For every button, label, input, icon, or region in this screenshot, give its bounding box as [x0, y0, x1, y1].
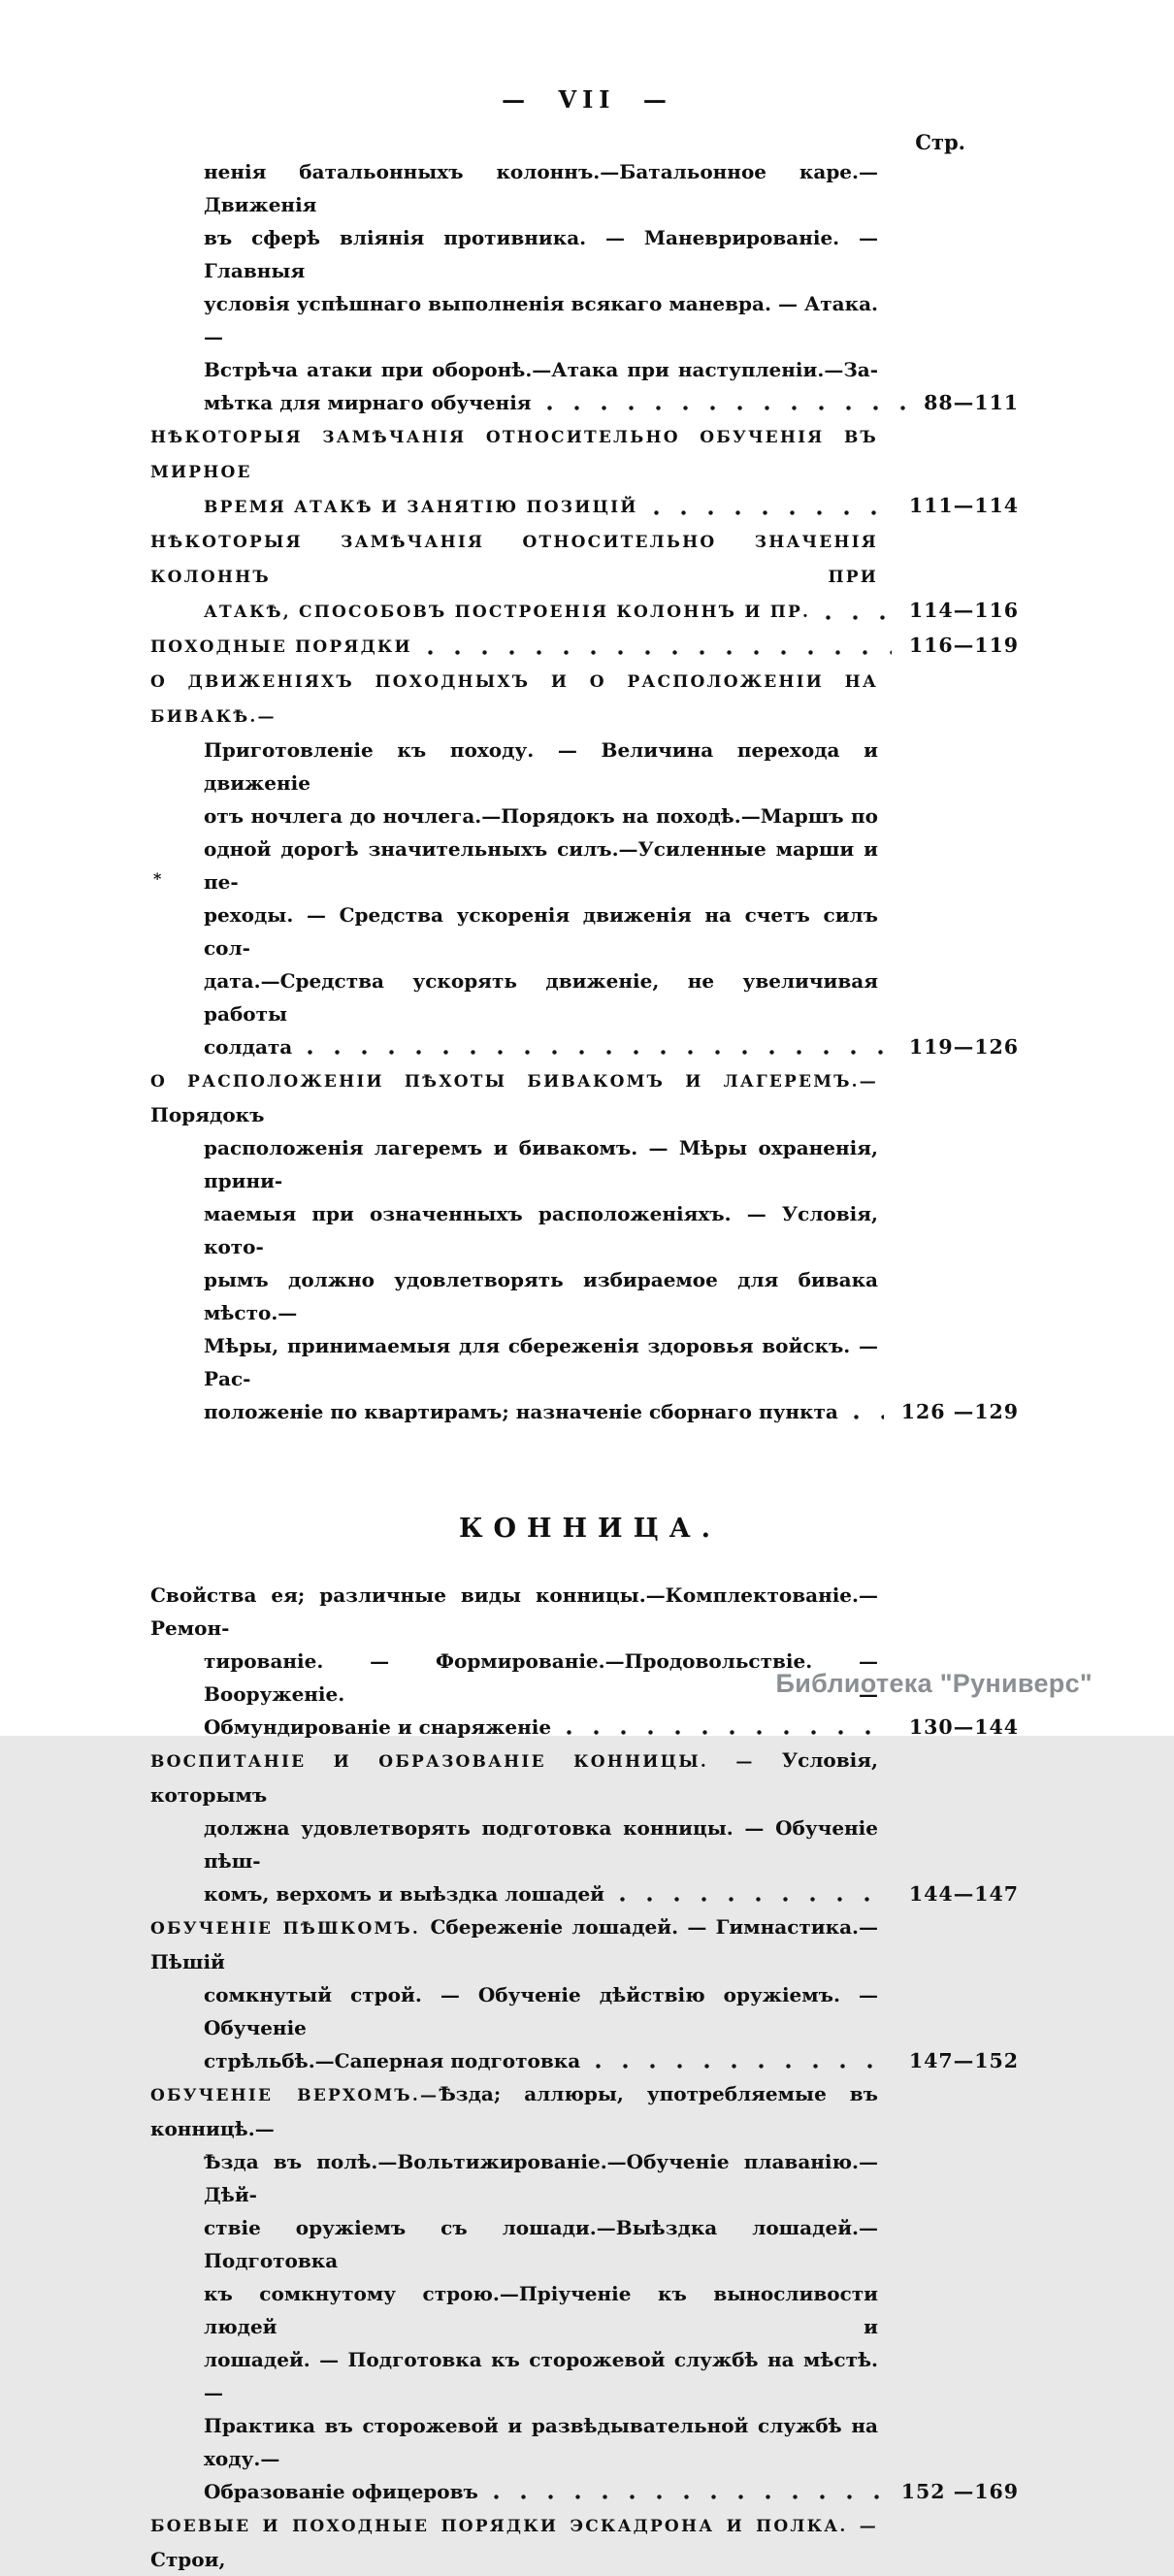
- toc-line-text: одной дорогѣ значительныхъ силъ.—Усиленные марши и пе-: [204, 837, 885, 894]
- toc-line-text: стрѣльбѣ.—Саперная подготовка: [204, 2049, 581, 2072]
- toc-line-text: ВРЕМЯ АТАКѢ И ЗАНЯТІЮ ПОЗИЦІЙ: [204, 498, 638, 517]
- toc-line-text: комъ, верхомъ и выѣздка лошадей: [204, 1882, 605, 1906]
- toc-line-text: ОБУЧЕНІЕ ВЕРХОМЪ.—Ѣзда; аллюры, употребляемые въ конницѣ.—: [150, 2082, 885, 2140]
- toc-line: [204, 1030, 1019, 1063]
- toc-line: [204, 221, 885, 287]
- dot-leader: [567, 1730, 892, 1735]
- toc-line: [150, 1579, 878, 1645]
- toc-line: [204, 898, 885, 964]
- toc-line: [150, 664, 887, 734]
- toc-line: [204, 1395, 1019, 1428]
- toc-line: [204, 1329, 878, 1395]
- toc-line-text: солдата: [204, 1035, 293, 1059]
- dot-leader: [826, 615, 892, 620]
- page-range: 116—119: [908, 634, 1019, 657]
- toc-line-text: въ сферѣ вліянія противника. — Маневрированіе. — Главныя: [204, 226, 885, 282]
- toc-line: [204, 2409, 885, 2475]
- toc-line: [204, 2277, 885, 2343]
- toc-line-text: расположенія лагеремъ и бивакомъ. — Мѣры охраненія, прини-: [204, 1136, 885, 1192]
- toc-line-text: маемыя при означенныхъ расположеніяхъ. — Условія, кото-: [204, 1202, 885, 1258]
- dot-leader: [854, 1415, 884, 1419]
- toc-line-text: къ сомкнутому строю.—Пріученіе къ выносливости людей и: [204, 2282, 885, 2338]
- toc-line-text: тированіе. — Формированіе.—Продовольствіе. — Вооруженіе. —: [204, 1649, 885, 1706]
- toc-line-text: НѢКОТОРЫЯ ЗАМѢЧАНІЯ ОТНОСИТЕЛЬНО ОБУЧЕНІЯ ВЪ МИРНОЕ: [150, 428, 887, 482]
- toc-line: [150, 1063, 878, 1131]
- toc-line: [150, 629, 1019, 664]
- toc-line: [150, 1910, 878, 1978]
- toc-line-text: сомкнутый строй. — Обученіе дѣйствію оружіемъ. — Обученіе: [204, 1983, 885, 2039]
- toc-line: [204, 2343, 885, 2409]
- toc-line-text: Свойства ея; различные виды конницы.—Комплектованіе.—Ремон-: [150, 1583, 878, 1640]
- toc-line: [204, 287, 885, 353]
- toc-line-text: О РАСПОЛОЖЕНІИ ПѢХОТЫ БИВАКОМЪ И ЛАГЕРЕМЪ.—Порядокъ: [150, 1072, 878, 1126]
- library-watermark: Библиотека "Руниверс": [775, 1669, 1092, 1698]
- dot-leader: [428, 650, 892, 655]
- toc-line-text: ПОХОДНЫЕ ПОРЯДКИ: [150, 637, 412, 657]
- toc-line-text: мѣтка для мирнаго обученія: [204, 391, 532, 414]
- toc-line-text: ненія батальонныхъ колоннъ.—Батальонное каре.—Движенія: [204, 160, 878, 216]
- toc-line: [150, 524, 887, 594]
- toc-line-text: Приготовленіе къ походу. — Величина перехода и движеніе: [204, 738, 885, 795]
- toc-line: [204, 1811, 885, 1877]
- toc-line: [150, 1744, 885, 1811]
- toc-line: [204, 2044, 1019, 2077]
- page-column-label: Стр.: [915, 130, 965, 154]
- toc-line-text: положеніе по квартирамъ; назначеніе сборнаго пункта: [204, 1400, 838, 1423]
- toc-line: [204, 2211, 878, 2277]
- page-range: 111—114: [908, 494, 1019, 517]
- page-range: 119—126: [908, 1035, 1019, 1059]
- toc-line: [204, 964, 885, 1030]
- toc-line: [204, 832, 885, 898]
- toc-line-text: О ДВИЖЕНІЯХЪ ПОХОДНЫХЪ И О РАСПОЛОЖЕНІИ НА БИВАКѢ.—: [150, 672, 887, 727]
- dot-leader: [494, 2494, 884, 2499]
- toc-line-text: ВОСПИТАНІЕ И ОБРАЗОВАНІЕ КОННИЦЫ. — Условія, которымъ: [150, 1748, 885, 1807]
- page-range: 114—116: [908, 599, 1019, 622]
- toc-line: [204, 594, 1019, 629]
- toc-line-text: БОЕВЫЕ И ПОХОДНЫЕ ПОРЯДКИ ЭСКАДРОНА И ПОЛКА. — Строи,: [150, 2517, 887, 2571]
- toc-line: [204, 734, 885, 799]
- marginal-asterisk: *: [153, 869, 162, 888]
- dot-leader: [308, 1050, 892, 1055]
- toc-line: [150, 419, 887, 489]
- toc-line: [204, 1978, 885, 2044]
- dot-leader: [547, 406, 907, 410]
- toc-line: [204, 2145, 878, 2211]
- toc-line-text: Встрѣча атаки при оборонѣ.—Атака при наступленіи.—За-: [204, 358, 878, 381]
- toc-line-text: НѢКОТОРЫЯ ЗАМѢЧАНІЯ ОТНОСИТЕЛЬНО ЗНАЧЕНІЯ КОЛОННЪ ПРИ: [150, 533, 887, 587]
- toc-line-text: Ѣзда въ полѣ.—Вольтижированіе.—Обученіе плаванію.—Дѣй-: [204, 2150, 878, 2206]
- toc-line-text: должна удовлетворять подготовка конницы. — Обученіе пѣш-: [204, 1816, 885, 1873]
- dot-leader: [620, 1897, 892, 1902]
- toc-line-text: Мѣры, принимаемыя для сбереженія здоровья войскъ. —Рас-: [204, 1334, 878, 1390]
- toc-line-text: условія успѣшнаго выполненія всякаго маневра. — Атака. —: [204, 292, 885, 348]
- toc-line-text: АТАКѢ, СПОСОБОВЪ ПОСТРОЕНІЯ КОЛОННЪ И ПР.: [204, 603, 811, 622]
- toc-line-text: Практика въ сторожевой и развѣдывательной службѣ на ходу.—: [204, 2414, 885, 2470]
- toc-line: [150, 2077, 885, 2145]
- toc-line-text: дата.—Средства ускорять движеніе, не увеличивая работы: [204, 969, 885, 1026]
- page-range: 126 —129: [900, 1400, 1019, 1423]
- page-range: 144—147: [908, 1882, 1019, 1906]
- toc-line: [204, 799, 878, 832]
- page-range: 130—144: [908, 1715, 1019, 1739]
- toc-line-text: отъ ночлега до ночлега.—Порядокъ на походѣ.—Маршъ по: [204, 804, 878, 828]
- page-range: 147—152: [908, 2049, 1019, 2072]
- toc-line-text: ствіе оружіемъ съ лошади.—Выѣздка лошадей.—Подготовка: [204, 2216, 878, 2272]
- section-heading: КОННИЦА.: [458, 1514, 722, 1544]
- toc-line-text: ОБУЧЕНІЕ ПѢШКОМЪ. Сбереженіе лошадей. — Гимнастика.—Пѣшій: [150, 1915, 878, 1973]
- toc-line: [204, 2475, 1019, 2508]
- toc-line: [204, 155, 878, 221]
- page-range: 88—111: [924, 391, 1019, 414]
- dot-leader: [654, 510, 892, 515]
- toc-line-text: Образованіе офицеровъ: [204, 2480, 478, 2503]
- table-of-contents: [150, 155, 1019, 2576]
- page-number-header: — VII —: [502, 85, 672, 114]
- page-range: 152 —169: [900, 2480, 1019, 2503]
- toc-line: [204, 489, 1019, 524]
- toc-line-text: Обмундированіе и снаряженіе: [204, 1715, 552, 1739]
- toc-line: [204, 1711, 1019, 1744]
- toc-line: [150, 2508, 887, 2576]
- toc-line: [204, 1877, 1019, 1910]
- toc-line-text: рымъ должно удовлетворять избираемое для бивака мѣсто.—: [204, 1268, 885, 1324]
- toc-line-text: лошадей. — Подготовка къ сторожевой службѣ на мѣстѣ. —: [204, 2348, 885, 2404]
- toc-line: [204, 1197, 885, 1263]
- toc-line-text: реходы. — Средства ускоренія движенія на счетъ силъ сол-: [204, 903, 885, 960]
- toc-line: [204, 1263, 885, 1329]
- toc-line: [204, 386, 1019, 419]
- dot-leader: [596, 2064, 892, 2069]
- toc-line: [204, 1131, 885, 1197]
- toc-line: [204, 353, 878, 386]
